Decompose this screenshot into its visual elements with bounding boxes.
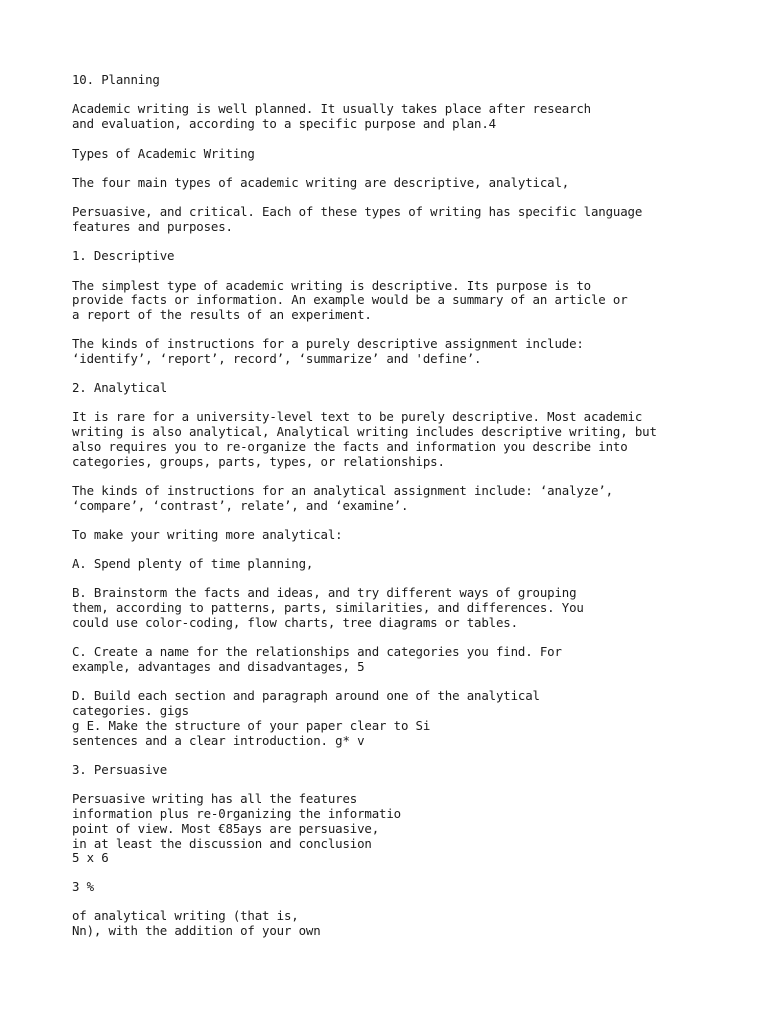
list-item-b-line: could use color-coding, flow charts, tree diagrams or tables. — [72, 615, 518, 630]
list-item-e: g E. Make the structure of your paper clear to Si — [72, 718, 431, 733]
paragraph-line: Academic writing is well planned. It usually takes place after research — [72, 101, 591, 116]
paragraph-line: The simplest type of academic writing is descriptive. Its purpose is to — [72, 278, 591, 293]
paragraph-line: The four main types of academic writing are descriptive, analytical, — [72, 175, 570, 190]
list-item-c: C. Create a name for the relationships and categories you find. For — [72, 644, 562, 659]
paragraph-line: and evaluation, according to a specific purpose and plan.4 — [72, 116, 496, 131]
paragraph-line: point of view. Most €85ays are persuasive, — [72, 821, 380, 836]
paragraph-line: provide facts or information. An example would be a summary of an article or — [72, 292, 628, 307]
list-item-c-line: example, advantages and disadvantages, 5 — [72, 659, 365, 674]
section-heading-types: Types of Academic Writing — [72, 146, 255, 161]
list-item-b-line: them, according to patterns, parts, similarities, and differences. You — [72, 600, 584, 615]
list-item-d-line: categories. gigs — [72, 703, 189, 718]
paragraph-line: 5 x 6 — [72, 850, 109, 865]
section-heading-descriptive: 1. Descriptive — [72, 248, 175, 263]
paragraph-line: To make your writing more analytical: — [72, 527, 343, 542]
section-heading-planning: 10. Planning — [72, 72, 160, 87]
paragraph-line: categories, groups, parts, types, or relationships. — [72, 454, 445, 469]
paragraph-line: also requires you to re-organize the facts and information you describe into — [72, 439, 628, 454]
list-item-a: A. Spend plenty of time planning, — [72, 556, 314, 571]
list-item-e-line: sentences and a clear introduction. g* v — [72, 733, 365, 748]
paragraph-line: 3 % — [72, 879, 94, 894]
paragraph-line: Persuasive writing has all the features — [72, 791, 358, 806]
paragraph-line: information plus re-0rganizing the informatio — [72, 806, 401, 821]
paragraph-line: Persuasive, and critical. Each of these types of writing has specific language — [72, 204, 643, 219]
paragraph-line: It is rare for a university-level text to be purely descriptive. Most academic — [72, 409, 643, 424]
section-heading-persuasive: 3. Persuasive — [72, 762, 168, 777]
paragraph-line: writing is also analytical, Analytical writing includes descriptive writing, but — [72, 424, 657, 439]
paragraph-line: The kinds of instructions for a purely descriptive assignment include: — [72, 336, 584, 351]
paragraph-line: The kinds of instructions for an analytical assignment include: ‘analyze’, — [72, 483, 613, 498]
list-item-b: B. Brainstorm the facts and ideas, and try different ways of grouping — [72, 585, 577, 600]
paragraph-line: ‘compare’, ‘contrast’, relate’, and ‘examine’. — [72, 498, 409, 513]
paragraph-line: Nn), with the addition of your own — [72, 923, 321, 938]
paragraph-line: a report of the results of an experiment. — [72, 307, 372, 322]
section-heading-analytical: 2. Analytical — [72, 380, 168, 395]
paragraph-line: of analytical writing (that is, — [72, 908, 299, 923]
list-item-d: D. Build each section and paragraph around one of the analytical — [72, 688, 540, 703]
paragraph-line: in at least the discussion and conclusion — [72, 836, 372, 851]
paragraph-line: features and purposes. — [72, 219, 233, 234]
paragraph-line: ‘identify’, ‘report’, record’, ‘summarize’ and 'define’. — [72, 351, 482, 366]
